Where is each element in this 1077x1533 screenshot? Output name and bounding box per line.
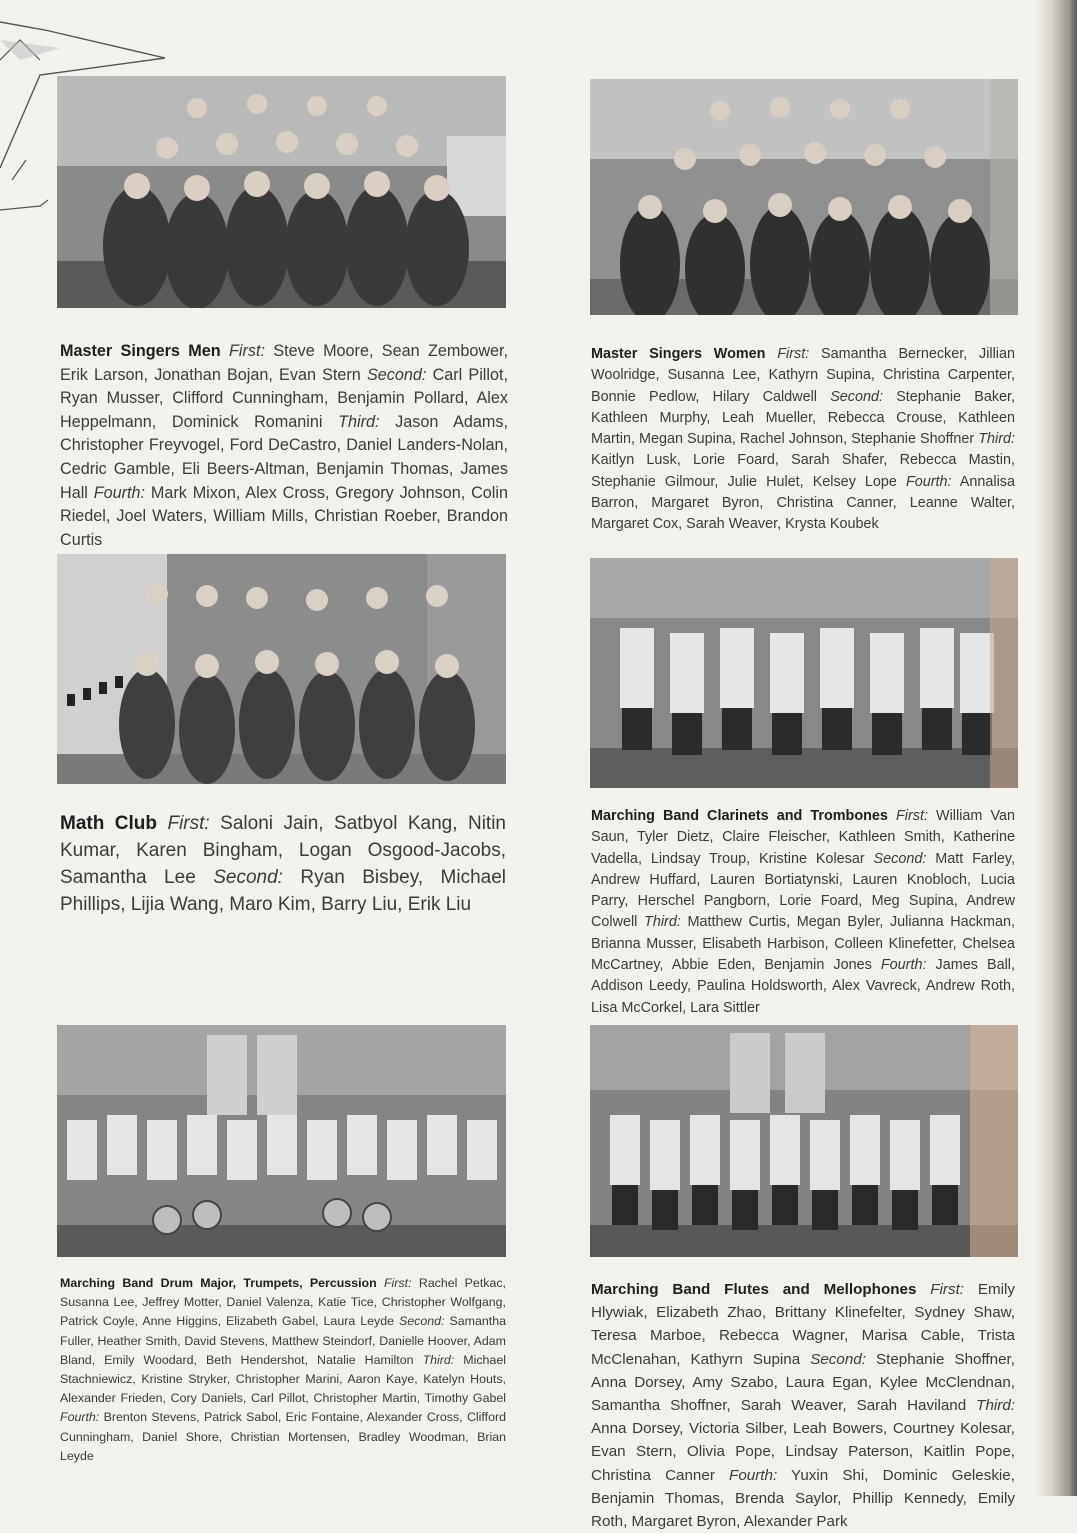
caption-clarinets-trombones	[591, 806, 1015, 1019]
row-label-first: First:	[895, 808, 928, 824]
row-label-fourth: Fourth:	[93, 483, 146, 502]
row-names-fourth: Yuxin Shi, Dominic Geleskie, Benjamin Thomas, Brenda Saylor, Phillip Kennedy, Emily Roth, Margaret Byron, Alexander Park	[591, 1466, 1015, 1531]
group-name: Math Club	[60, 813, 158, 834]
row-label-first: First:	[930, 1281, 965, 1298]
row-label-third: Third:	[338, 412, 380, 431]
row-label-second: Second:	[830, 388, 883, 405]
caption-flutes-mellophones	[591, 1278, 1015, 1533]
row-label-second: Second:	[873, 850, 927, 867]
row-names-second: Samantha Fuller, Heather Smith, David Stevens, Matthew Steindorf, Danielle Hoover, Adam Bland, Emily Woodard, Beth Hendershot, Natalie Hamilton	[60, 1314, 506, 1367]
row-label-fourth: Fourth:	[60, 1410, 100, 1425]
row-label-second: Second:	[366, 365, 427, 384]
row-label-third: Third:	[976, 1397, 1015, 1415]
photo-drum-major-trumpets-percussion	[57, 1025, 506, 1257]
row-names-first: Steve Moore, Sean Zembower, Erik Larson, Jonathan Bojan, Evan Stern	[60, 342, 509, 384]
row-label-second: Second:	[399, 1314, 445, 1329]
caption-master-singers-women	[591, 344, 1015, 536]
row-names-first: Samantha Bernecker, Jillian Woolridge, Susanna Lee, Kathyrn Supina, Christina Carpenter, Bonnie Pedlow, Hilary Caldwell	[591, 346, 1016, 405]
row-label-fourth: Fourth:	[905, 473, 952, 490]
row-label-second: Second:	[810, 1350, 866, 1368]
row-label-first: First:	[167, 813, 210, 834]
group-name: Marching Band Drum Major, Trumpets, Percussion	[60, 1276, 377, 1290]
row-label-third: Third:	[978, 431, 1016, 448]
row-names-second: Matt Farley, Andrew Huffard, Lauren Bortiatynski, Lauren Knobloch, Lucia Parry, Herschel Pangborn, Lorie Foard, Meg Supina, Andrew Colwell	[591, 850, 1016, 931]
caption-master-singers-men	[60, 340, 508, 552]
group-name: Master Singers Men	[60, 342, 221, 360]
photo-flutes-mellophones	[590, 1025, 1018, 1257]
row-names-fourth: Annalisa Barron, Margaret Byron, Christina Canner, Leanne Walter, Margaret Cox, Sarah Weaver, Krysta Koubek	[591, 473, 1015, 533]
row-names-third: Matthew Curtis, Megan Byler, Julianna Hackman, Brianna Musser, Elisabeth Harbison, Colleen Klinefetter, Chelsea McCartney, Abbie Eden, Benjamin Jones	[591, 914, 1015, 974]
row-label-first: First:	[777, 346, 810, 362]
group-name: Master Singers Women	[591, 346, 766, 362]
row-names-third: Michael Stachniewicz, Kristine Stryker, Christopher Marini, Aaron Kaye, Katelyn Houts, Alexander Frieden, Cory Daniels, Carl Pillot, Christopher Martin, Timothy Gabel	[60, 1352, 506, 1406]
photo-master-singers-women	[590, 79, 1018, 315]
row-label-fourth: Fourth:	[729, 1466, 778, 1484]
row-label-first: First:	[383, 1276, 412, 1290]
row-label-third: Third:	[422, 1352, 455, 1367]
row-label-fourth: Fourth:	[880, 957, 927, 974]
row-names-third: Kaitlyn Lusk, Lorie Foard, Sarah Shafer, Rebecca Mastin, Stephanie Gilmour, Julie Hulet, Kelsey Lope	[591, 452, 1015, 490]
photo-master-singers-men	[57, 76, 506, 308]
group-name: Marching Band Flutes and Mellophones	[591, 1281, 917, 1298]
row-names-second: Carl Pillot, Ryan Musser, Clifford Cunningham, Benjamin Pollard, Alex Heppelmann, Dominick Romanini	[60, 365, 508, 431]
caption-math-club	[60, 810, 506, 918]
group-name: Marching Band Clarinets and Trombones	[591, 808, 888, 824]
row-names-first: Emily Hlywiak, Elizabeth Zhao, Brittany Klinefelter, Sydney Shaw, Teresa Marboe, Rebecca Wagner, Marisa Cable, Trista McClenahan, Kathyrn Supina	[591, 1281, 1015, 1368]
row-names-second: Ryan Bisbey, Michael Phillips, Lijia Wang, Maro Kim, Barry Liu, Erik Liu	[60, 867, 507, 915]
row-label-second: Second:	[213, 867, 283, 888]
row-names-third: Anna Dorsey, Victoria Silber, Leah Bowers, Courtney Kolesar, Evan Stern, Olivia Pope, Lindsay Paterson, Kaitlin Pope, Christina Canner	[591, 1420, 1015, 1484]
photo-math-club	[57, 554, 506, 784]
photo-clarinets-trombones	[590, 558, 1018, 788]
row-names-fourth: James Ball, Addison Leedy, Paulina Holdsworth, Alex Vavreck, Andrew Roth, Lisa McCorkel, Lara Sittler	[591, 957, 1015, 1016]
row-names-fourth: Brenton Stevens, Patrick Sabol, Eric Fontaine, Alexander Cross, Clifford Cunningham, Daniel Shore, Christian Mortensen, Bradley Woodman, Brian Leyde	[60, 1410, 506, 1463]
row-names-first: Rachel Petkac, Susanna Lee, Jeffrey Motter, Daniel Valenza, Katie Tice, Christopher Wolfgang, Patrick Coyle, Anne Higgins, Elizabeth Gabel, Laura Leyde	[60, 1276, 506, 1329]
row-names-second: Stephanie Baker, Kathleen Murphy, Leah Mueller, Rebecca Crouse, Kathleen Martin, Megan Supina, Rachel Johnson, Stephanie Shoffner	[591, 388, 1016, 448]
row-names-first: William Van Saun, Tyler Dietz, Claire Fleischer, Kathleen Smith, Katherine Vadella, Lindsay Troup, Kristine Kolesar	[591, 808, 1015, 867]
row-names-third: Jason Adams, Christopher Freyvogel, Ford DeCastro, Daniel Landers-Nolan, Cedric Gamble, Eli Beers-Altman, Benjamin Thomas, James Hall	[60, 412, 508, 502]
row-names-fourth: Mark Mixon, Alex Cross, Gregory Johnson, Colin Riedel, Joel Waters, William Mills, Christian Roeber, Brandon Curtis	[60, 483, 508, 549]
page-edge-shadow	[1035, 0, 1077, 1496]
row-label-first: First:	[229, 342, 265, 360]
row-names-first: Saloni Jain, Satbyol Kang, Nitin Kumar, Karen Bingham, Logan Osgood-Jacobs, Samantha Lee	[60, 813, 507, 888]
caption-drum-major-trumpets-percussion	[60, 1274, 506, 1466]
row-label-third: Third:	[644, 914, 681, 931]
row-names-second: Stephanie Shoffner, Anna Dorsey, Amy Szabo, Laura Egan, Kylee McClendnan, Samantha Shoffner, Sarah Weaver, Sarah Haviland	[591, 1350, 1015, 1415]
